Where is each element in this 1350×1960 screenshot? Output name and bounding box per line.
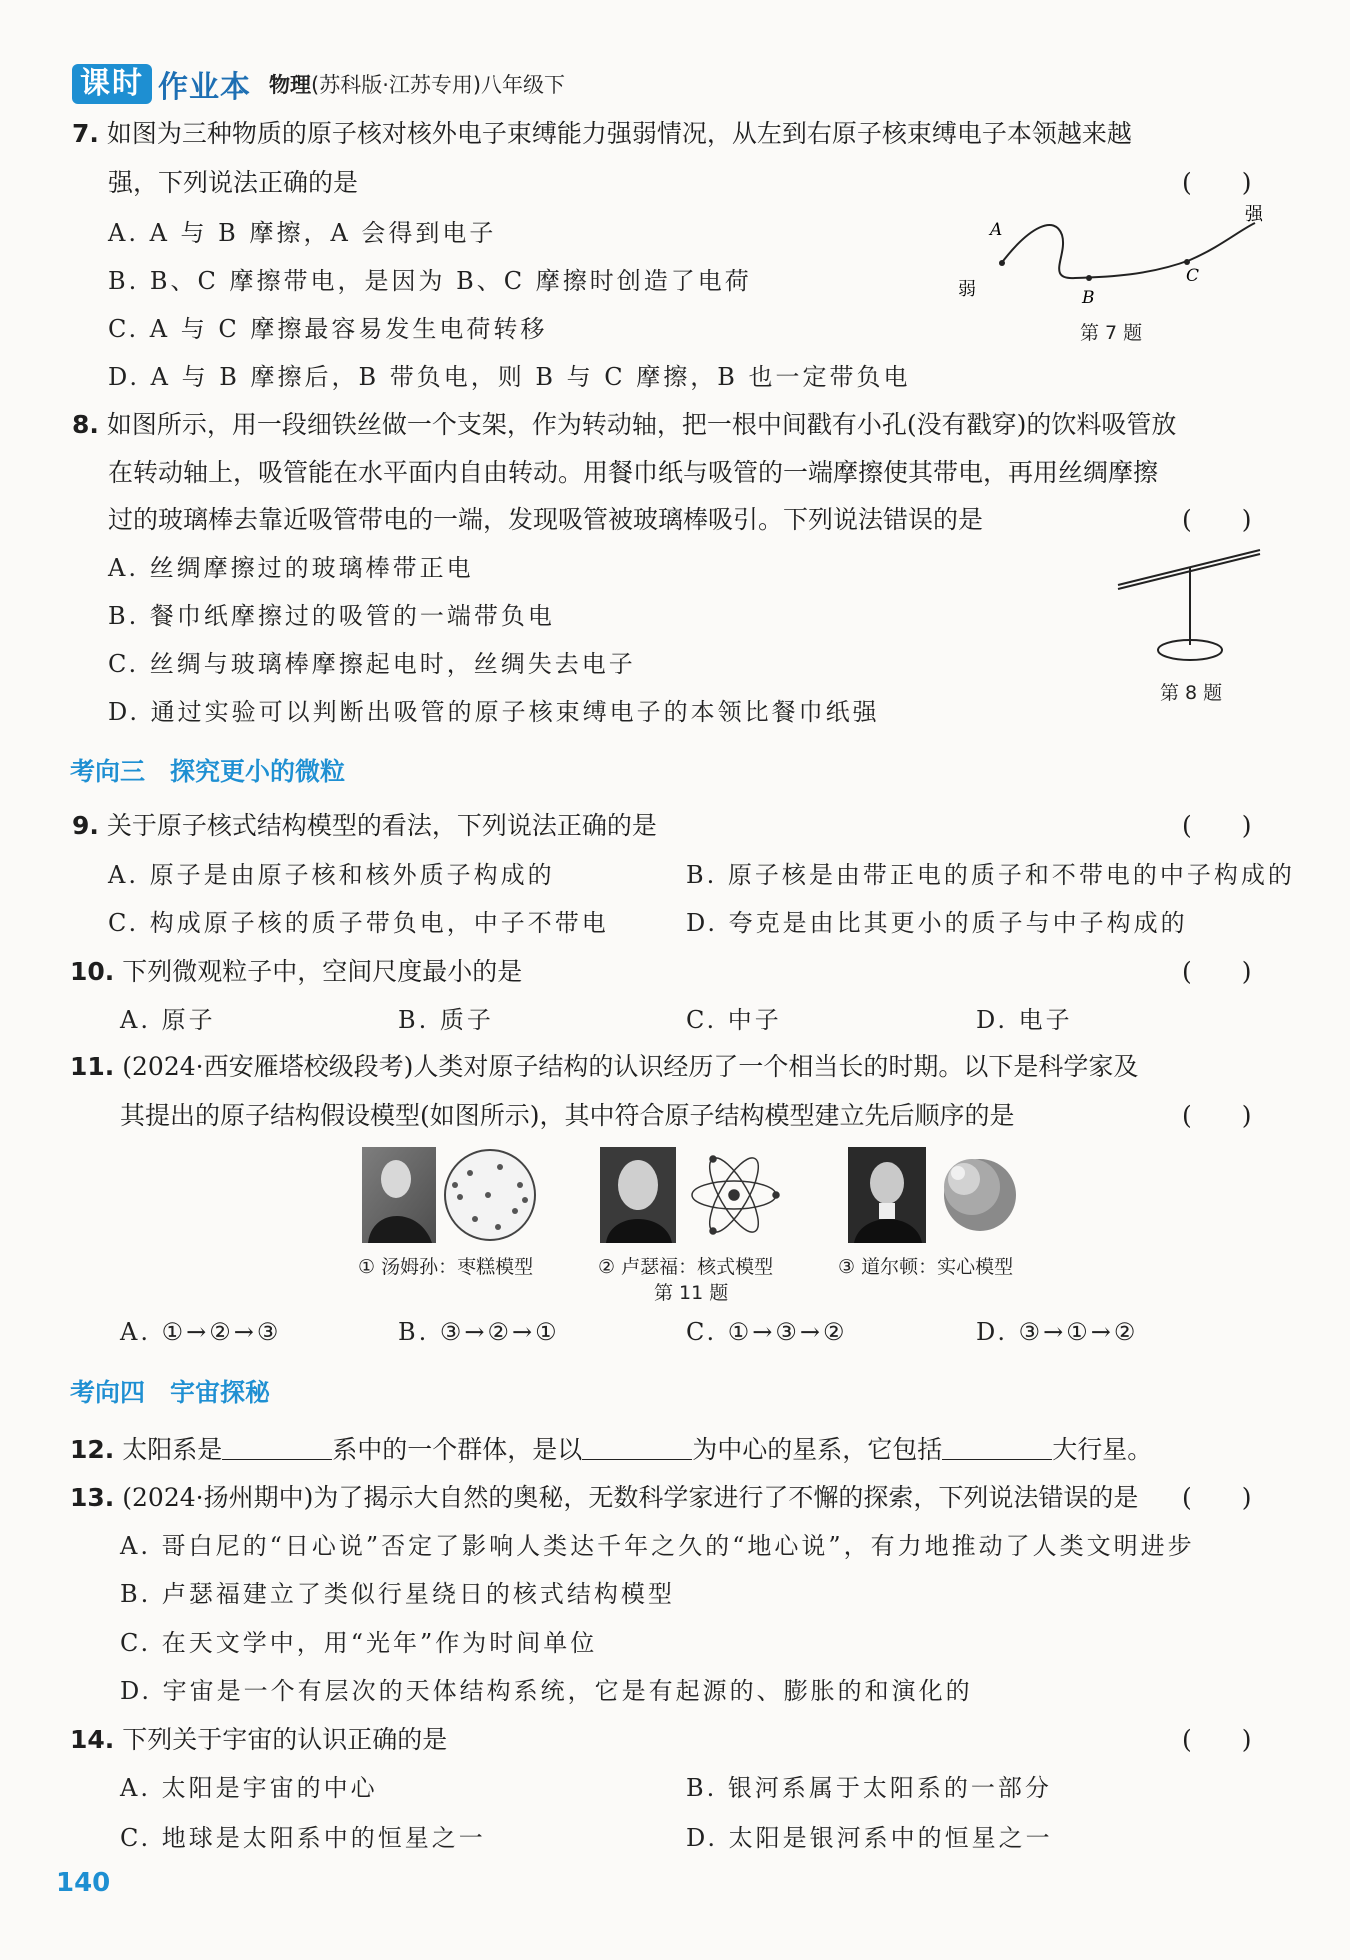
q8-stem-1: 如图所示，用一段细铁丝做一个支架，作为转动轴，把一根中间戳有小孔(没有戳穿)的饮料吸管放 [106,410,1177,439]
nuclear-model [692,1152,779,1239]
q14-option-d[interactable]: D. 太阳是银河系中的恒星之一 [686,1824,1053,1852]
q7-fig-b: B [1082,288,1095,308]
solid-sphere-model [944,1159,1016,1231]
q12-number: 12. [70,1435,115,1464]
q11-label-3: ③ 道尔顿：实心模型 [838,1256,1014,1278]
q14-stem-1: 下列关于宇宙的认识正确的是 [122,1725,448,1754]
q13-stem-1: (2024·扬州期中)为了揭示大自然的奥秘，无数科学家进行了不懈的探索，下列说法错误的是 [122,1483,1139,1512]
q10-option-d[interactable]: D. 电子 [976,1006,1073,1034]
q10-line1 [70,952,522,988]
q8-figure-caption: 第 8 题 [1160,682,1223,704]
q8-option-b[interactable]: B. 餐巾纸摩擦过的吸管的一端带负电 [108,602,555,630]
q9-option-a[interactable]: A. 原子是由原子核和核外质子构成的 [108,861,555,889]
q12-part3: 为中心的星系，它包括 [692,1435,943,1464]
q12-part4: 大行星。 [1052,1435,1153,1464]
q10-answer-blank[interactable]: ( ) [1182,957,1252,986]
q10-stem-1: 下列微观粒子中，空间尺度最小的是 [122,957,523,986]
book-subtitle [269,69,565,99]
q8-option-c[interactable]: C. 丝绸与玻璃棒摩擦起电时，丝绸失去电子 [108,650,636,678]
q7-fig-c: C [1186,266,1200,286]
q7-option-c[interactable]: C. A 与 C 摩擦最容易发生电荷转移 [108,315,548,343]
q11-option-d[interactable]: D. ③→①→② [976,1318,1139,1346]
q8-number: 8. [72,410,99,439]
q9-option-d[interactable]: D. 夸克是由比其更小的质子与中子构成的 [686,909,1188,937]
q8-answer-blank[interactable]: ( ) [1182,505,1252,534]
page-header [72,62,565,106]
q10-number: 10. [70,957,115,986]
q7-line1 [72,114,1132,150]
dalton-portrait [848,1147,926,1243]
q11-line1 [70,1047,1138,1083]
q11-figure-caption: 第 11 题 [654,1282,729,1304]
q14-option-b[interactable]: B. 银河系属于太阳系的一部分 [686,1774,1052,1802]
section-heading-3: 考向三 探究更小的微粒 [70,757,346,786]
q9-line1 [72,806,657,842]
thomson-portrait [362,1147,436,1243]
q8-stem-2: 在转动轴上，吸管能在水平面内自由转动。用餐巾纸与吸管的一端摩擦使其带电，再用丝绸摩擦 [108,458,1159,487]
q13-number: 13. [70,1483,115,1512]
q11-answer-blank[interactable]: ( ) [1182,1101,1252,1130]
q9-option-b[interactable]: B. 原子核是由带正电的质子和不带电的中子构成的 [686,861,1295,889]
q7-option-d[interactable]: D. A 与 B 摩擦后，B 带负电，则 B 与 C 摩擦，B 也一定带负电 [108,363,911,391]
plum-pudding-model [445,1150,535,1240]
q8-option-d[interactable]: D. 通过实验可以判断出吸管的原子核束缚电子的本领比餐巾纸强 [108,698,880,726]
q7-stem-2: 强，下列说法正确的是 [108,168,359,197]
q7-figure-caption: 第 7 题 [1080,322,1143,344]
q12-part1: 太阳系是 [122,1435,223,1464]
edition-label: (苏科版·江苏专用)八年级下 [311,73,566,97]
q13-line1 [70,1478,1138,1514]
q11-option-c[interactable]: C. ①→③→② [686,1318,848,1346]
page-number: 140 [56,1868,111,1898]
q11-label-2: ② 卢瑟福：核式模型 [598,1256,774,1278]
q14-answer-blank[interactable]: ( ) [1182,1725,1252,1754]
q8-figure-straw [1110,540,1270,670]
q11-option-a[interactable]: A. ①→②→③ [120,1318,282,1346]
q11-stem-2: 其提出的原子结构假设模型(如图所示)，其中符合原子结构模型建立先后顺序的是 [120,1101,1015,1130]
q10-option-c[interactable]: C. 中子 [686,1006,782,1034]
q7-fig-weak: 弱 [958,279,976,300]
q11-figure-models [360,1145,1020,1250]
section-heading-4: 考向四 宇宙探秘 [70,1378,271,1407]
q7-fig-a: A [990,220,1003,240]
q13-option-d[interactable]: D. 宇宙是一个有层次的天体结构系统，它是有起源的、膨胀的和演化的 [120,1677,973,1705]
q8-line1 [72,405,1176,441]
q13-option-a[interactable]: A. 哥白尼的“日心说”否定了影响人类达千年之久的“地心说”，有力地推动了人类文明进步 [120,1532,1195,1560]
q7-answer-blank[interactable]: ( ) [1182,168,1252,197]
brand-logo [72,64,251,104]
q12-blank-1[interactable] [222,1437,332,1460]
q7-option-a[interactable]: A. A 与 B 摩擦，A 会得到电子 [108,219,497,247]
rutherford-portrait [600,1147,676,1243]
q12-line1 [70,1430,1152,1466]
q11-stem-1: (2024·西安雁塔校级段考)人类对原子结构的认识经历了一个相当长的时期。以下是科学家及 [122,1052,1139,1081]
q9-option-c[interactable]: C. 构成原子核的质子带负电，中子不带电 [108,909,609,937]
q11-number: 11. [70,1052,115,1081]
q7-fig-strong: 强 [1245,205,1263,225]
q11-option-b[interactable]: B. ③→②→① [398,1318,560,1346]
q14-option-a[interactable]: A. 太阳是宇宙的中心 [120,1774,378,1802]
q8-option-a[interactable]: A. 丝绸摩擦过的玻璃棒带正电 [108,554,474,582]
q13-option-c[interactable]: C. 在天文学中，用“光年”作为时间单位 [120,1629,598,1657]
q10-option-b[interactable]: B. 质子 [398,1006,494,1034]
q12-blank-2[interactable] [582,1437,692,1460]
subject-label: 物理 [269,73,311,97]
q11-label-1: ① 汤姆孙：枣糕模型 [358,1256,534,1278]
q8-stem-3: 过的玻璃棒去靠近吸管带电的一端，发现吸管被玻璃棒吸引。下列说法错误的是 [108,505,984,534]
q14-line1 [70,1720,447,1756]
q9-answer-blank[interactable]: ( ) [1182,811,1252,840]
q10-option-a[interactable]: A. 原子 [120,1006,216,1034]
logo-box: 课时 [72,64,152,104]
q7-number: 7. [72,119,99,148]
q7-option-b[interactable]: B. B、C 摩擦带电，是因为 B、C 摩擦时创造了电荷 [108,267,752,295]
logo-text: 作业本 [158,70,251,105]
q12-part2: 系中的一个群体，是以 [332,1435,583,1464]
q14-option-c[interactable]: C. 地球是太阳系中的恒星之一 [120,1824,486,1852]
q7-stem-1: 如图为三种物质的原子核对核外电子束缚能力强弱情况，从左到右原子核束缚电子本领越来越 [106,119,1132,148]
q9-number: 9. [72,811,99,840]
q13-answer-blank[interactable]: ( ) [1182,1483,1252,1512]
q13-option-b[interactable]: B. 卢瑟福建立了类似行星绕日的核式结构模型 [120,1580,675,1608]
q14-number: 14. [70,1725,115,1754]
q12-blank-3[interactable] [942,1437,1052,1460]
q9-stem-1: 关于原子核式结构模型的看法，下列说法正确的是 [106,811,657,840]
